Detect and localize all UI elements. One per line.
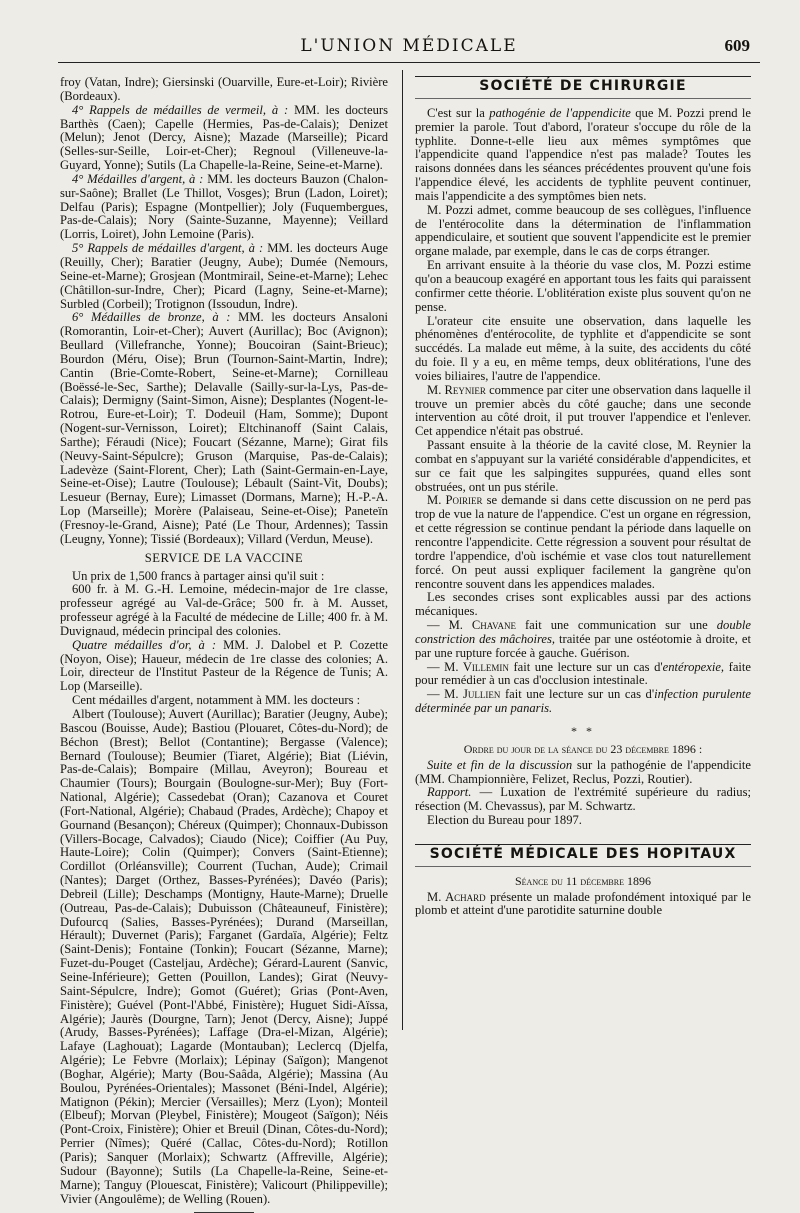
left-column <box>60 75 389 1206</box>
speaker-name: — M. Chavane <box>427 618 516 633</box>
paragraph <box>415 786 751 814</box>
paragraph: M. Pozzi admet, comme beaucoup de ses collègues, l'influence de l'entérocolite dans la détermination de l'inflammation appendiculaire, et soutient que souvent l'appendicite est le premier organe malade, par exemple, dans le cas de corps étranger. <box>415 202 751 259</box>
paragraph <box>60 311 388 546</box>
section-heading-hopitaux: SOCIÉTÉ MÉDICALE DES HOPITAUX <box>415 844 751 867</box>
paragraph-text: MM. J. Dalobel et P. Cozette (Noyon, Oise); Haueur, médecin de 1re classe des colonies; A. Loir, directeur de l'Institut Pasteur de la Régence de Tunis; A. Lop (Marseille). <box>60 637 388 694</box>
section-lead: Quatre médailles d'or, à : <box>72 637 217 652</box>
emphasis: entéropexie, <box>662 659 725 674</box>
paragraph: En arrivant ensuite à la théorie du vase clos, M. Pozzi estime qu'on a beaucoup exagéré en apportant tous les faits qui paraissent confirmer cette théorie. L'oblitération existe plus souvent qu'on ne pense. <box>415 258 751 314</box>
paragraph <box>415 688 751 716</box>
text: fait une lecture sur un cas d' <box>513 659 663 674</box>
paragraph: Un prix de 1,500 francs à partager ainsi qu'il suit : <box>72 568 325 583</box>
paragraph: Election du Bureau pour 1897. <box>427 813 582 828</box>
paragraph-text: MM. les docteurs Ansaloni (Romorantin, Loir-et-Cher); Auvert (Aurillac); Boc (Avignon); Beullard (Villefranche, Yonne); Boucoiran (Saint-Brieuc); Bourdon (Méru, Oise); Brun (Tournon-Saint-Martin, Indre); Cantin (Brie-Comte-Robert, Seine-et-Marne); Cornilleau (Boëssé-le-Sec, Sarthe); Delavalle (Sailly-sur-la-Lys, Pas-de-Calais); Dermigny (Saint-Simon, Aisne); Desplantes (Nogent-le-Rotrou, Eure-et-Loir); T. Dodeuil (Ham, Somme); Dupont (Nogent-sur-Vernisson, Loiret); Eltchinanoff (Saint Calais, Sarthe); Féraudi (Nice); Foucart (Sézanne, Marne); Girat fils (Neuvy-Saint-Sépulcre); Gruson (Marquise, Pas-de-Calais); Ladevèze (Saint-Florent, Cher); Lath (Saint-Germain-en-Laye, Seine-et-Oise); Lautre (Toulouse); Lébault (Saint-Vit, Doubs); Lesueur (Bernay, Eure); Limasset (Dormans, Marne); H.-P.-A. Lop (Marseille); Morère (Palaiseau, Seine-et-Oise); Paneteïn (Fresnoy-le-Grand, Aisne); Paté (Le Thour, Ardennes); Tassin (Leugny, Yonne); Tissié (Bordeaux); Villard (Verdun, Meuse). <box>60 310 389 546</box>
emphasis: infection purulente déterminée par un panaris. <box>415 687 751 716</box>
section-lead: 6° Médailles de bronze, à : <box>72 310 231 325</box>
speaker-name: M. Reynier <box>427 382 486 397</box>
speaker-name: — M. Villemin <box>427 659 509 674</box>
section-lead: 4° Médailles d'argent, à : <box>72 171 204 186</box>
right-column <box>415 76 751 1034</box>
text: commence par citer une observation dans laquelle il trouve un premier abcès du côté gauche; dans une seconde intervention au côté droit, il put trouver l'appendice et l'enlever. Cet appendice n'était pas obstrué. <box>415 382 752 439</box>
paragraph <box>415 891 751 919</box>
text: fait une communication sur une <box>524 618 708 633</box>
paragraph: Cent médailles d'argent, notamment à MM. les docteurs : <box>72 693 361 708</box>
text: fait une lecture sur un cas d' <box>504 687 655 702</box>
paragraph <box>60 639 388 694</box>
page-number: 609 <box>724 36 750 55</box>
section-heading-vaccine: SERVICE DE LA VACCINE <box>144 550 304 565</box>
page-header <box>58 30 760 63</box>
text: faite pour remédier à un cas d'occlusion intestinale. <box>415 659 752 688</box>
section-lead: 5° Rappels de médailles d'argent, à : <box>72 241 264 256</box>
column-divider <box>402 70 403 1030</box>
paragraph: froy (Vatan, Indre); Giersinski (Ouarville, Eure-et-Loir); Rivière (Bordeaux). <box>60 75 388 103</box>
text: sur la pathogénie de l'appendicite (MM. Championnière, Felizet, Reclus, Pozzi, Routier). <box>415 757 751 786</box>
text: présente un malade profondément intoxiqué par le plomb et atteint d'une parotidite saturnine double <box>415 889 751 918</box>
paragraph <box>60 242 388 311</box>
text: se demande si dans cette discussion on ne perd pas trop de vue la nature de l'appendice. C'est un organe en régression, et cette régression se continue pendant la période dans laquelle on rencontre l'appendicite. Cette régression a souvent pour résultat de tordre l'appendice, d'où ischémie et vase clos tout naturellement forcé. On peut aussi expliquer facilement la gangrène qu'on rencontre souvent dans les appendices malades. <box>415 493 751 591</box>
emphasis: double constriction des mâchoires, <box>415 618 751 646</box>
text: que M. Pozzi prend le premier la parole. Tout d'abord, l'orateur s'occupe du rôle de la typhlite. Donne-t-elle lieu aux mêmes symptômes que l'appendicite quand l'appendice n'est pas malade? Toutes les raisons données dans les séances précédentes prouvent qu'une fois l'appendice élevé, les accidents de typhlite peuvent continuer, mais l'appendicite a des symptômes bien nets. <box>415 105 752 203</box>
speaker-name: — M. Jullien <box>427 687 501 702</box>
paragraph <box>415 384 751 439</box>
text: C'est sur la <box>427 105 485 120</box>
paragraph <box>415 759 751 787</box>
text: — Luxation de l'extrémité supérieure du radius; résection (M. Chevassus), par M. Schwartz. <box>415 785 751 814</box>
emphasis: Suite et fin de la discussion <box>427 757 573 772</box>
section-separator: * * <box>571 723 595 738</box>
agenda-heading: Ordre du jour de la séance du 23 décembre 1896 : <box>463 741 703 756</box>
session-date: Séance du 11 décembre 1896 <box>514 873 651 888</box>
section-heading-chirurgie: SOCIÉTÉ DE CHIRURGIE <box>415 76 751 99</box>
paragraph-text: MM. les docteurs Auge (Reuilly, Cher); Baratier (Jeugny, Aube); Dumée (Nemours, Seine-et-Marne); Grosjean (Montmirail, Seine-et-Marne); Lehec (Châtillon-sur-Indre, Cher); Picard (Lagny, Seine-et-Marne); Surbled (Corbeil); Trotignon (Issoudun, Indre). <box>60 241 388 311</box>
paragraph <box>415 494 751 591</box>
paragraph-text: MM. les docteurs Barthès (Caen); Capelle (Hermies, Pas-de-Calais); Denizet (Melun); Jenot (Dercy, Aisne); Mazade (Marseille); Picard (Selles-sur-Seille, Loir-et-Cher); Regnoul (Villeneuve-la-Guyard, Yonne); Sutils (La Chapelle-la-Reine, Seine-et-Marne). <box>60 102 388 173</box>
paragraph: 600 fr. à M. G.-H. Lemoine, médecin-major de 1re classe, professeur agrégé au Val-de-Grâce; 500 fr. à M. Ausset, professeur agrégé à la Faculté de médecine de Lille; 400 fr. à M. Duvignaud, médecin principal des colonies. <box>60 582 388 638</box>
paragraph-text: MM. les docteurs Bauzon (Chalon-sur-Saône); Brallet (Le Thillot, Vosges); Brun (Ladon, Loiret); Delfau (Paris); Espagne (Montpellier); Joly (Fuquembergues, Pas-de-Calais); Nory (Sainte-Suzanne, Mayenne); Veillard (Lorris, Loiret), John Lemoine (Paris). <box>60 171 388 242</box>
paragraph <box>415 107 751 204</box>
paragraph <box>415 619 751 661</box>
emphasis: pathogénie de l'appendicite <box>489 105 631 120</box>
paragraph <box>60 173 388 242</box>
speaker-name: M. Achard <box>427 889 486 904</box>
paragraph: L'orateur cite ensuite une observation, dans laquelle les phénomènes d'entérocolite, de typhlite et d'appendicite se sont succédés. La malade eut même, à la suite, des accidents du côté du foie. Il y a eu, en même temps, deux oblitérations, l'une des voies biliaires, l'autre de l'appendice. <box>415 313 751 383</box>
paragraph <box>415 661 751 689</box>
section-lead: 4° Rappels de médailles de vermeil, à : <box>72 102 289 117</box>
speaker-name: M. Poirier <box>427 493 483 508</box>
paragraph: Albert (Toulouse); Auvert (Aurillac); Baratier (Jeugny, Aube); Bascou (Bouisse, Aude); Bastiou (Plouaret, Côtes-du-Nord); de Béchon (Brest); Bellot (Contantine); Bergasse (Valence); Bernard (Toulouse); Beumier (Tiaret, Algérie); Biat (Liévin, Pas-de-Calais); Bompaire (Millau, Aveyron); Boureau et Chaumier (Tours); Bourgain (Boulogne-sur-Mer); Buy (Fort-National, Algérie); Cassedebat (Oran); Cazanova et Couret (Fort-National, Algérie); Chabaud (Prades, Ardèche); Chapoy et Gournand (Besançon); Chéreux (Quimper); Chonnaux-Dubisson (Villers-Bocage, Calvados); Ciaudo (Nice); Coiffier (Au Puy, Haute-Loire); Colin (Quimper); Convers (Saint-Etienne); Cordillot (Orléansville); Courrent (Tuchan, Aude); Crimail (Nantes); Darget (Orthez, Basses-Pyrénées); Davéo (Paris); Debreil (Lille); Deschamps (Montigny, Haute-Marne); Druelle (Outreau, Pas-de-Calais); Dubuisson (Châteauneuf, Finistère); Dufourcq (Salies, Basses-Pyrénées); Durand (Marseillan, Hérault); Duvernet (Paris); Farganet (Gardaïa, Algérie); Feltz (Saint-Denis); Fontaine (Tonkin); Foucart (Sézanne, Marne); Fuzet-du-Pouget (Casteljau, Ardèche); Gérard-Laurent (Sanvic, Seine-Inférieure); Getten (Pouillon, Landes); Girat (Neuvy-Saint-Sépulcre, Indre); Gomot (Guéret); Grias (Pont-Aven, Finistère); Guével (Pont-l'Abbé, Finistère); Huguet Sidi-Aïssa, Algérie); Jaurès (Dourgne, Tarn); Jenot (Dercy, Aisne); Juppé (Arudy, Basses-Pyrénées); Laffage (Dra-el-Mizan, Algérie); Lafaye (Laghouat); Lagarde (Montauban); Leclercq (Djelfa, Algérie); Le Febvre (Morlaix); Lépinay (Saïgon); Mangenot (Boghar, Algérie); Marty (Bou-Saâda, Algérie); Massina (Au Boulou, Pyrénées-Orientales); Massonet (Béni-Indel, Algérie); Matignon (Pékin); Mercier (Versailles); Merz (Lyon); Monteil (Elbeuf); Morvan (Pleybel, Finistère); Mougeot (Saïgon); Néis (Pont-Croix, Finistère); Ohier et Breuil (Dinan, Côtes-du-Nord); Perrier (Nîmes); Quéré (Callac, Côtes-du-Nord); Rotillon (Paris); Sanquer (Morlaix); Schwartz (Affreville, Algérie); Sudour (Bayonne); Sutils (La Chapelle-la-Reine, Seine-et-Marne); Tanguy (Plouescat, Finistère); Valicourt (Philippeville); Vivier (Angoulême); de Welling (Rouen). <box>60 706 388 1206</box>
emphasis: Rapport. <box>427 785 472 800</box>
paragraph: Passant ensuite à la théorie de la cavité close, M. Reynier la combat en s'appuyant sur la variété considérable d'appendicites, et sur ce fait que les salpingites suppurées, quand elles sont obstruées, ont un pus stérile. <box>415 438 751 494</box>
paragraph: Les secondes crises sont explicables aussi par des actions mécaniques. <box>415 590 751 619</box>
text: traitée par une ostéotomie à droite, et par une rupture forcée à gauche. Guérison. <box>415 631 751 660</box>
paragraph <box>60 104 388 173</box>
journal-title: L'UNION MÉDICALE <box>300 36 518 56</box>
